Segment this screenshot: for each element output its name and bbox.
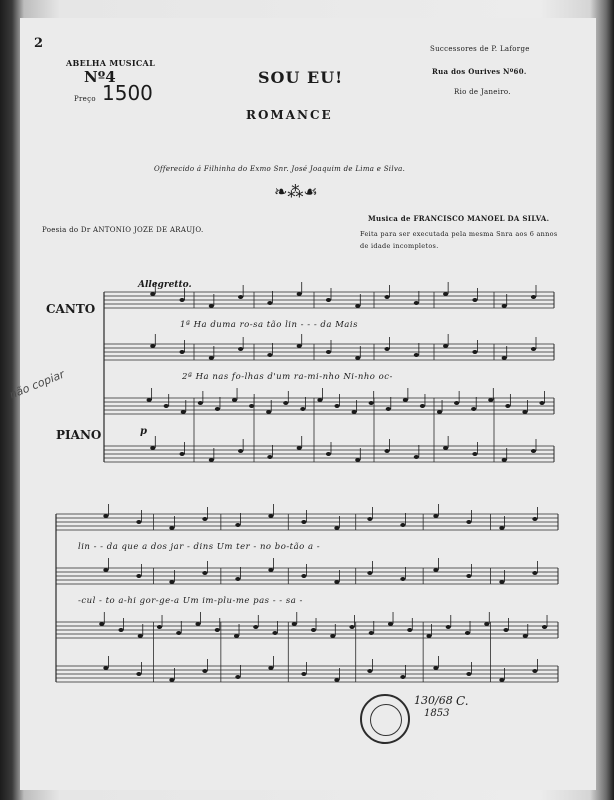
piano-bass-1-notehead xyxy=(472,452,477,456)
piano-bass-1-notehead xyxy=(443,446,448,450)
piano-bass-1-notehead xyxy=(267,455,272,459)
piano-treble-1-notehead xyxy=(300,407,305,411)
handwritten-price: 1500 xyxy=(102,81,153,105)
dynamic-marking: p xyxy=(140,426,147,437)
piano-treble-1-notehead xyxy=(420,404,425,408)
poetry-credit: Poesia do Dr ANTONIO JOZE DE ARAUJO. xyxy=(42,226,204,234)
dedication: Offerecido á Filhinha do Exmo Snr. José Joaquim de Lima e Silva. xyxy=(154,165,406,173)
lyrics-verse1-system2: lin - - da que a dos jar - dins Um ter - no bo-tão a - xyxy=(78,542,321,552)
piano-treble-1-notehead xyxy=(232,398,237,402)
canto-staff-2-notehead xyxy=(443,344,448,348)
canto-staff-4-notehead xyxy=(532,571,537,575)
ornament: ❧⁂☙ xyxy=(274,182,318,201)
canto-staff-1-notehead xyxy=(384,295,389,299)
canto-staff-1-notehead xyxy=(209,304,214,308)
piano-treble-1-notehead xyxy=(403,398,408,402)
piano-bass-1-notehead xyxy=(179,452,184,456)
piano-bass-2-notehead xyxy=(499,678,504,682)
piano-treble-2-notehead xyxy=(542,625,547,629)
canto-staff-3-notehead xyxy=(367,517,372,521)
tempo-marking: Allegretto. xyxy=(138,280,192,290)
archive-suffix: C. xyxy=(456,694,469,708)
piano-bass-2-notehead xyxy=(367,669,372,673)
piano-treble-1-notehead xyxy=(215,407,220,411)
piano-treble-2-notehead xyxy=(253,625,258,629)
piano-treble-1-notehead xyxy=(334,404,339,408)
piano-treble-1-notehead xyxy=(488,398,493,402)
canto-staff-1-notehead xyxy=(179,298,184,302)
piano-bass-2-notehead xyxy=(235,675,240,679)
piano-treble-2-notehead xyxy=(138,634,143,638)
canto-staff-4-notehead xyxy=(499,580,504,584)
canto-staff-2-notehead xyxy=(414,353,419,357)
canto-staff-2-notehead xyxy=(238,347,243,351)
piano-treble-2-notehead xyxy=(195,622,200,626)
piano-bass-1-notehead xyxy=(238,449,243,453)
canto-staff-2-notehead xyxy=(531,347,536,351)
canto-staff-2-notehead xyxy=(150,344,155,348)
piano-treble-2-notehead xyxy=(272,631,277,635)
piano-bass-1-notehead xyxy=(414,455,419,459)
canto-staff-3-notehead xyxy=(136,520,141,524)
canto-staff-4-notehead xyxy=(301,574,306,578)
piano-treble-2-notehead xyxy=(426,634,431,638)
canto-staff-1-notehead xyxy=(355,304,360,308)
piano-treble-2-notehead xyxy=(157,625,162,629)
piano-treble-1-notehead xyxy=(505,404,510,408)
canto-staff-3-notehead xyxy=(433,514,438,518)
canto-staff-1-notehead xyxy=(238,295,243,299)
canto-staff-3-notehead xyxy=(235,523,240,527)
title: SOU EU! xyxy=(258,68,344,87)
performance-note-2: de idade incompletos. xyxy=(360,242,439,250)
piano-treble-1-notehead xyxy=(249,404,254,408)
piano-treble-2-notehead xyxy=(118,628,123,632)
piano-treble-1-notehead xyxy=(386,407,391,411)
canto-staff-3-notehead xyxy=(202,517,207,521)
canto-staff-2-notehead xyxy=(209,356,214,360)
canto-staff-4-notehead xyxy=(367,571,372,575)
canto-staff-1-notehead xyxy=(326,298,331,302)
performance-note-1: Feita para ser executada pela mesma Snra aos 6 annos xyxy=(360,230,558,238)
piano-bass-1-notehead xyxy=(384,449,389,453)
canto-staff-2-notehead xyxy=(179,350,184,354)
music-credit: Musica de FRANCISCO MANOEL DA SILVA. xyxy=(368,214,550,223)
canto-staff-1-notehead xyxy=(502,304,507,308)
piano-bass-2-notehead xyxy=(301,672,306,676)
canto-staff-4-notehead xyxy=(136,574,141,578)
canto-staff-3-notehead xyxy=(400,523,405,527)
piano-treble-1-notehead xyxy=(352,410,357,414)
canto-staff-4-notehead xyxy=(268,568,273,572)
publisher-line-2: Rua dos Ourives Nº60. xyxy=(432,67,527,76)
piano-treble-1-notehead xyxy=(369,401,374,405)
piano-treble-2-notehead xyxy=(311,628,316,632)
piano-treble-2-notehead xyxy=(523,634,528,638)
piano-treble-2-notehead xyxy=(330,634,335,638)
canto-staff-1-notehead xyxy=(443,292,448,296)
musical-score xyxy=(20,18,596,790)
piano-bass-1-notehead xyxy=(209,458,214,462)
lyrics-verse2-system1: 2ª Ha nas fo-lhas d'um ra-mi-nho Ni-nho oc- xyxy=(182,372,393,382)
publisher-line-1: Successores de P. Laforge xyxy=(430,45,530,53)
piano-bass-2-notehead xyxy=(433,666,438,670)
canto-staff-2-notehead xyxy=(267,353,272,357)
piano-bass-1-notehead xyxy=(326,452,331,456)
canto-staff-3-notehead xyxy=(103,514,108,518)
piano-bass-2-notehead xyxy=(334,678,339,682)
canto-staff-4-notehead xyxy=(235,577,240,581)
piano-bass-1-notehead xyxy=(502,458,507,462)
archive-year: 1853 xyxy=(424,708,450,719)
canto-label: CANTO xyxy=(46,302,96,316)
canto-staff-2-notehead xyxy=(297,344,302,348)
piano-bass-2-notehead xyxy=(103,666,108,670)
piano-treble-1-notehead xyxy=(471,407,476,411)
piano-treble-2-notehead xyxy=(234,634,239,638)
canto-staff-3-notehead xyxy=(301,520,306,524)
canto-staff-4-notehead xyxy=(466,574,471,578)
canto-staff-3-notehead xyxy=(499,526,504,530)
canto-staff-1-notehead xyxy=(267,301,272,305)
piano-bass-1-notehead xyxy=(297,446,302,450)
canto-staff-1-notehead xyxy=(531,295,536,299)
piano-bass-2-notehead xyxy=(169,678,174,682)
piano-label: PIANO xyxy=(56,428,102,442)
piano-treble-2-notehead xyxy=(407,628,412,632)
piano-bass-2-notehead xyxy=(202,669,207,673)
canto-staff-3-notehead xyxy=(268,514,273,518)
piano-treble-1-notehead xyxy=(164,404,169,408)
canto-staff-3-notehead xyxy=(466,520,471,524)
piano-treble-1-notehead xyxy=(181,410,186,414)
piano-bass-1-notehead xyxy=(355,458,360,462)
piano-treble-2-notehead xyxy=(292,622,297,626)
lyrics-verse2-system2: -cul - to a-hi gor-ge-a Um im-plu-me pas - - sa - xyxy=(78,596,303,606)
piano-treble-2-notehead xyxy=(503,628,508,632)
piano-treble-2-notehead xyxy=(369,631,374,635)
canto-staff-1-notehead xyxy=(472,298,477,302)
canto-staff-4-notehead xyxy=(103,568,108,572)
piano-bass-2-notehead xyxy=(136,672,141,676)
canto-staff-1-notehead xyxy=(297,292,302,296)
canto-staff-2-notehead xyxy=(472,350,477,354)
canto-staff-2-notehead xyxy=(326,350,331,354)
piano-treble-1-notehead xyxy=(198,401,203,405)
canto-staff-2-notehead xyxy=(384,347,389,351)
piano-treble-2-notehead xyxy=(99,622,104,626)
canto-staff-4-notehead xyxy=(334,580,339,584)
sheet-music-page xyxy=(7,18,596,790)
piano-bass-2-notehead xyxy=(466,672,471,676)
canto-staff-4-notehead xyxy=(433,568,438,572)
piano-treble-1-notehead xyxy=(283,401,288,405)
piano-treble-2-notehead xyxy=(465,631,470,635)
piano-treble-2-notehead xyxy=(215,628,220,632)
subtitle: ROMANCE xyxy=(246,108,333,122)
canto-staff-2-notehead xyxy=(502,356,507,360)
piano-treble-2-notehead xyxy=(349,625,354,629)
canto-staff-1-notehead xyxy=(414,301,419,305)
canto-staff-3-notehead xyxy=(169,526,174,530)
piano-treble-2-notehead xyxy=(388,622,393,626)
piano-bass-2-notehead xyxy=(400,675,405,679)
canto-staff-4-notehead xyxy=(202,571,207,575)
canto-staff-4-notehead xyxy=(169,580,174,584)
series-number: Nº4 xyxy=(84,68,116,86)
piano-treble-1-notehead xyxy=(437,410,442,414)
price-label: Preço xyxy=(74,95,96,103)
canto-staff-1-notehead xyxy=(150,292,155,296)
canto-staff-2-notehead xyxy=(355,356,360,360)
piano-treble-2-notehead xyxy=(446,625,451,629)
piano-bass-1-notehead xyxy=(150,446,155,450)
canto-staff-4-notehead xyxy=(400,577,405,581)
piano-bass-2-notehead xyxy=(268,666,273,670)
lyrics-verse1-system1: 1ª Ha duma ro-sa tão lin - - - da Mais xyxy=(180,320,358,330)
canto-staff-3-notehead xyxy=(532,517,537,521)
piano-treble-1-notehead xyxy=(454,401,459,405)
canto-staff-3-notehead xyxy=(334,526,339,530)
piano-treble-1-notehead xyxy=(147,398,152,402)
piano-treble-1-notehead xyxy=(522,410,527,414)
piano-bass-2-notehead xyxy=(532,669,537,673)
series-name: ABELHA MUSICAL xyxy=(66,58,155,68)
piano-treble-1-notehead xyxy=(539,401,544,405)
piano-bass-1-notehead xyxy=(531,449,536,453)
piano-treble-2-notehead xyxy=(176,631,181,635)
piano-treble-1-notehead xyxy=(266,410,271,414)
publisher-line-3: Rio de Janeiro. xyxy=(454,88,511,96)
archive-number: 130/68 xyxy=(414,694,453,707)
page-number: 2 xyxy=(34,36,44,51)
margin-handwriting: não copiar xyxy=(7,367,67,402)
piano-treble-1-notehead xyxy=(317,398,322,402)
piano-treble-2-notehead xyxy=(484,622,489,626)
